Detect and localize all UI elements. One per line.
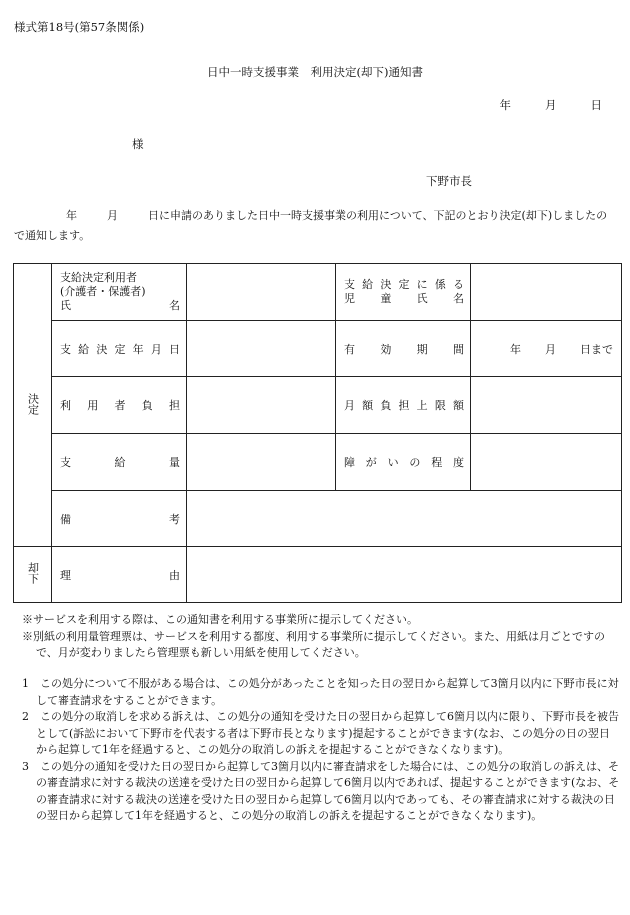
- decision-date-label: 支給決定年月日: [52, 321, 187, 377]
- note-item: ※別紙の利用量管理票は、サービスを利用する都度、利用する事業所に提示してください。また、用紙は月ごとですので、月が変わりましたら管理票も新しい用紙を使用してください。: [22, 629, 605, 659]
- issue-date: [500, 97, 603, 113]
- decision-group-cell: [14, 264, 52, 547]
- intro-paragraph: [14, 206, 618, 246]
- note-item: ※サービスを利用する際は、この通知書を利用する事業所に提示してください。: [22, 613, 418, 626]
- validity-year: 年: [510, 342, 521, 356]
- child-name-field[interactable]: [471, 264, 622, 321]
- intro-year: 年: [66, 209, 77, 222]
- child-label-line1: 支給決定に係る: [344, 278, 464, 291]
- form-number: 様式第18号(第57条関係): [14, 20, 145, 34]
- validity-field[interactable]: [471, 321, 622, 377]
- intro-text: 日に申請のありました日中一時支援事業の利用について、下記のとおり決定(却下)しましたので通知します。: [14, 209, 608, 242]
- monthly-cap-label: 月額負担上限額: [336, 377, 471, 434]
- user-burden-field[interactable]: [187, 377, 336, 434]
- recipient-label-line1: 支給決定利用者: [60, 271, 137, 284]
- addressee: 様: [132, 137, 144, 151]
- child-label-line2: 児童氏名: [344, 292, 464, 305]
- rejection-group-label: 却下: [26, 562, 40, 584]
- appeal-items: [22, 676, 620, 825]
- disability-label: 障がいの程度: [336, 434, 471, 491]
- recipient-label: [52, 264, 187, 321]
- recipient-name-field[interactable]: [187, 264, 336, 321]
- validity-label: 有効期間: [336, 321, 471, 377]
- reason-label: 理由: [52, 547, 187, 603]
- recipient-label-line3: 氏名: [60, 299, 180, 312]
- intro-month: 月: [107, 209, 118, 222]
- date-year: 年: [499, 98, 511, 112]
- decision-table: [13, 263, 622, 603]
- child-label: [336, 264, 471, 321]
- issuer: 下野市長: [426, 174, 472, 188]
- recipient-label-line2: (介護者・保護者): [60, 285, 146, 298]
- appeal-item: 3 この処分の通知を受けた日の翌日から起算して3箇月以内に審査請求をした場合には、この処分の取消しの訴えは、その審査請求に対する裁決の送達を受けた日の翌日から起算して6箇月以内であれば、提起することができます(なお、その審査請求に対する裁決の送達を受けた日の翌日から起算して6箇月以内であっても、その審査請求に対する裁決の日の翌日から起算して1年を経過すると、この処分の取消しの訴えを提起することができなくなります)。: [22, 759, 620, 822]
- user-burden-label: 利用者負担: [52, 377, 187, 434]
- validity-until: 日まで: [580, 342, 613, 356]
- reason-field[interactable]: [187, 547, 622, 603]
- document-title: 日中一時支援事業 利用決定(却下)通知書: [207, 65, 423, 79]
- validity-month: 月: [545, 342, 556, 356]
- monthly-cap-field[interactable]: [471, 377, 622, 434]
- date-day: 日: [590, 98, 602, 112]
- rejection-group-cell: [14, 547, 52, 603]
- notes: [22, 612, 620, 662]
- amount-field[interactable]: [187, 434, 336, 491]
- appeal-item: 2 この処分の取消しを求める訴えは、この処分の通知を受けた日の翌日から起算して6箇月以内に限り、下野市長を被告として(訴訟において下野市を代表する者は下野市長となります)提起することができます(なお、この処分の日の翌日から起算して1年を経過すると、この処分の取消しの訴えを提起することができなくなります)。: [22, 710, 619, 756]
- decision-date-field[interactable]: [187, 321, 336, 377]
- appeal-item: 1 この処分について不服がある場合は、この処分があったことを知った日の翌日から起算して3箇月以内に下野市長に対して審査請求をすることができます。: [22, 677, 619, 707]
- disability-field[interactable]: [471, 434, 622, 491]
- decision-group-label: 決定: [26, 392, 40, 415]
- date-month: 月: [545, 98, 557, 112]
- remarks-label: 備考: [52, 491, 187, 547]
- amount-label: 支給量: [52, 434, 187, 491]
- remarks-field[interactable]: [187, 491, 622, 547]
